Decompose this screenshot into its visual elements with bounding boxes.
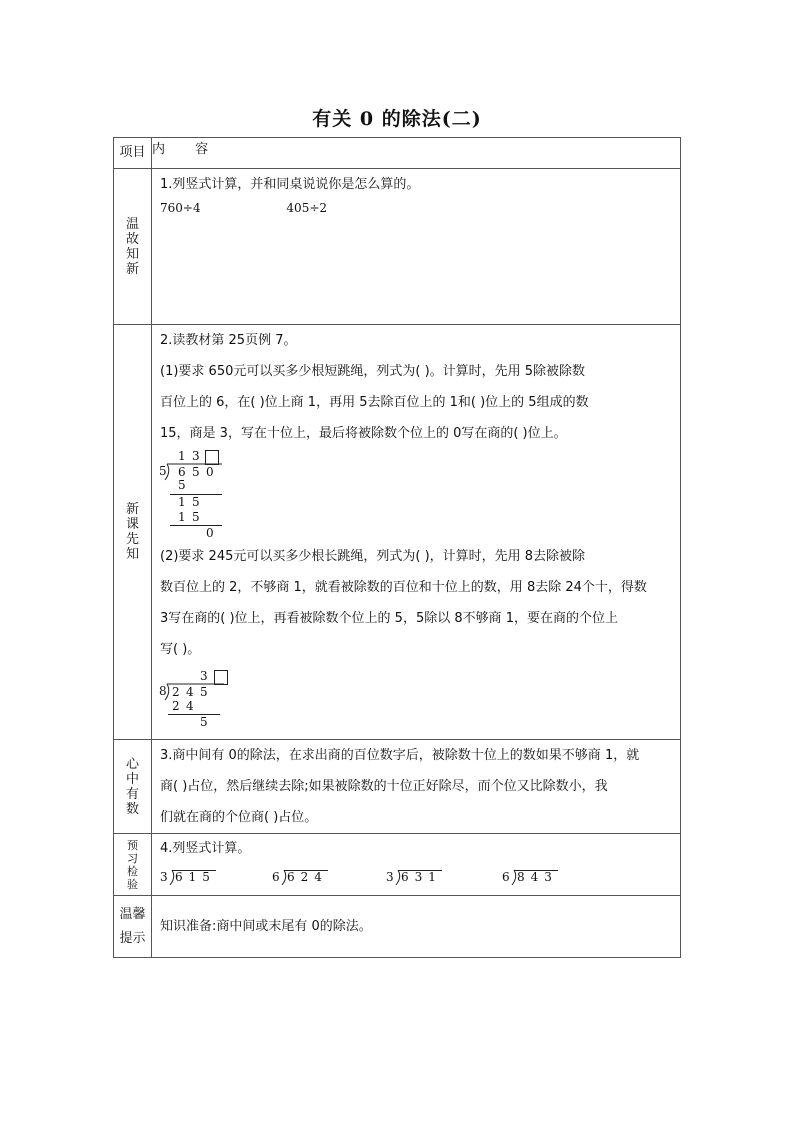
worksheet-table (113, 137, 681, 958)
dividend-digit: 5 (200, 685, 208, 699)
problem-divisor: 6 (272, 870, 280, 884)
quotient-digit: 3 (192, 449, 200, 463)
expression-760: 760÷4 (160, 201, 201, 215)
section-tip-content (152, 896, 681, 958)
header-content-label (152, 138, 681, 169)
section-new-lesson-content (152, 325, 681, 740)
section-preview-check (114, 834, 681, 896)
long-division-650 (152, 449, 680, 541)
step-line (170, 525, 222, 526)
label-char: 故 (125, 231, 139, 247)
label-char: 温 (125, 216, 139, 232)
section-preview-check-label (114, 834, 152, 896)
expression-405: 405÷2 (286, 201, 328, 215)
label-char: 心 (125, 756, 139, 772)
section-review (114, 169, 681, 325)
section-tip (114, 896, 681, 958)
summary-line3: 们就在商的个位商( )占位。 (160, 810, 318, 825)
dividend-digit: 5 (192, 465, 200, 479)
problem-divisor: 3 (386, 870, 394, 884)
dividend-digit: 6 (178, 465, 186, 479)
label-char: 课 (125, 517, 139, 532)
section-new-lesson (114, 325, 681, 740)
label-char: 先 (125, 532, 139, 547)
label-char: 习 (127, 851, 138, 865)
header-item-label: 项目 (114, 138, 152, 169)
question-1: 1.列竖式计算，并和同桌说说你是怎么算的。 (160, 177, 420, 192)
part2-line1: (2)要求 245元可以买多少根长跳绳，列式为( )，计算时，先用 8去除被除 (160, 549, 586, 564)
step-digit: 1 (178, 510, 186, 524)
problem-dividend: 615 (172, 870, 216, 884)
header-content-a: 内 (152, 142, 166, 157)
section-review-label (114, 169, 152, 325)
step-line (168, 714, 220, 715)
label-char: 新 (125, 261, 139, 277)
problem-dividend: 624 (284, 870, 328, 884)
divisor: 5 (159, 464, 167, 478)
step-digit: 2 (172, 699, 180, 713)
label-char: 预 (127, 838, 138, 852)
dividend-digit: 0 (206, 465, 214, 479)
label-text: 提示 (119, 930, 146, 946)
section-review-content (152, 169, 681, 325)
section-summary-content (152, 740, 681, 834)
header-row (114, 138, 681, 169)
tip-text: 知识准备:商中间或末尾有 0的除法。 (160, 919, 372, 934)
step-digit: 5 (192, 510, 200, 524)
step-digit: 1 (178, 495, 186, 509)
section-preview-check-content (152, 834, 681, 896)
label-char: 知 (125, 246, 139, 262)
label-char: 知 (125, 547, 139, 562)
label-char: 验 (127, 877, 138, 891)
section-summary (114, 740, 681, 834)
label-text: 温馨 (119, 906, 146, 922)
problem-divisor: 3 (160, 870, 168, 884)
step-digit: 5 (192, 495, 200, 509)
practice-problems (152, 864, 680, 892)
question-4: 4.列竖式计算。 (160, 841, 251, 856)
part1-line2: 百位上的 6，在( )位上商 1，再用 5去除百位上的 1和( )位上的 5组成的数 (160, 395, 589, 410)
problem-divisor: 6 (502, 870, 510, 884)
label-char: 检 (127, 864, 138, 878)
part2-line2: 数百位上的 2，不够商 1，就看被除数的百位和十位上的数，用 8去除 24个十，得数 (160, 580, 647, 595)
step-digit: 5 (178, 478, 186, 492)
remainder-digit: 5 (200, 715, 208, 729)
long-division-245 (152, 669, 680, 733)
label-char: 新 (125, 502, 139, 517)
problem-dividend: 631 (398, 870, 442, 884)
section-tip-label (114, 896, 152, 958)
intro-line: 2.读教材第 25页例 7。 (160, 333, 297, 348)
label-char: 有 (125, 786, 139, 802)
label-char: 中 (125, 771, 139, 787)
summary-line2: 商( )占位，然后继续去除;如果被除数的十位正好除尽，而个位又比除数小，我 (160, 779, 608, 794)
quotient-digit: 3 (200, 669, 208, 683)
problem-dividend: 843 (514, 870, 558, 884)
expressions-row (152, 201, 680, 215)
summary-line1: 3.商中间有 0的除法，在求出商的百位数字后，被除数十位上的数如果不够商 1，就 (160, 748, 640, 763)
part2-line3: 3写在商的( )位上，再看被除数个位上的 5，5除以 8不够商 1，要在商的个位上 (160, 611, 619, 626)
header-content-b: 容 (195, 142, 209, 157)
part1-line1: (1)要求 650元可以买多少根短跳绳，列式为( )。计算时，先用 5除被除数 (160, 364, 586, 379)
part2-line4: 写( )。 (160, 642, 201, 657)
remainder-digit: 0 (206, 526, 214, 540)
divisor: 8 (159, 684, 167, 698)
section-summary-label (114, 740, 152, 834)
dividend-digit: 2 (172, 685, 180, 699)
part1-line3: 15，商是 3，写在十位上，最后将被除数个位上的 0写在商的( )位上。 (160, 426, 567, 441)
section-new-lesson-label (114, 325, 152, 740)
step-digit: 4 (186, 699, 194, 713)
page-title: 有关 0 的除法(二) (312, 108, 482, 130)
dividend-digit: 4 (186, 685, 194, 699)
quotient-digit: 1 (178, 449, 186, 463)
label-char: 数 (125, 801, 139, 817)
